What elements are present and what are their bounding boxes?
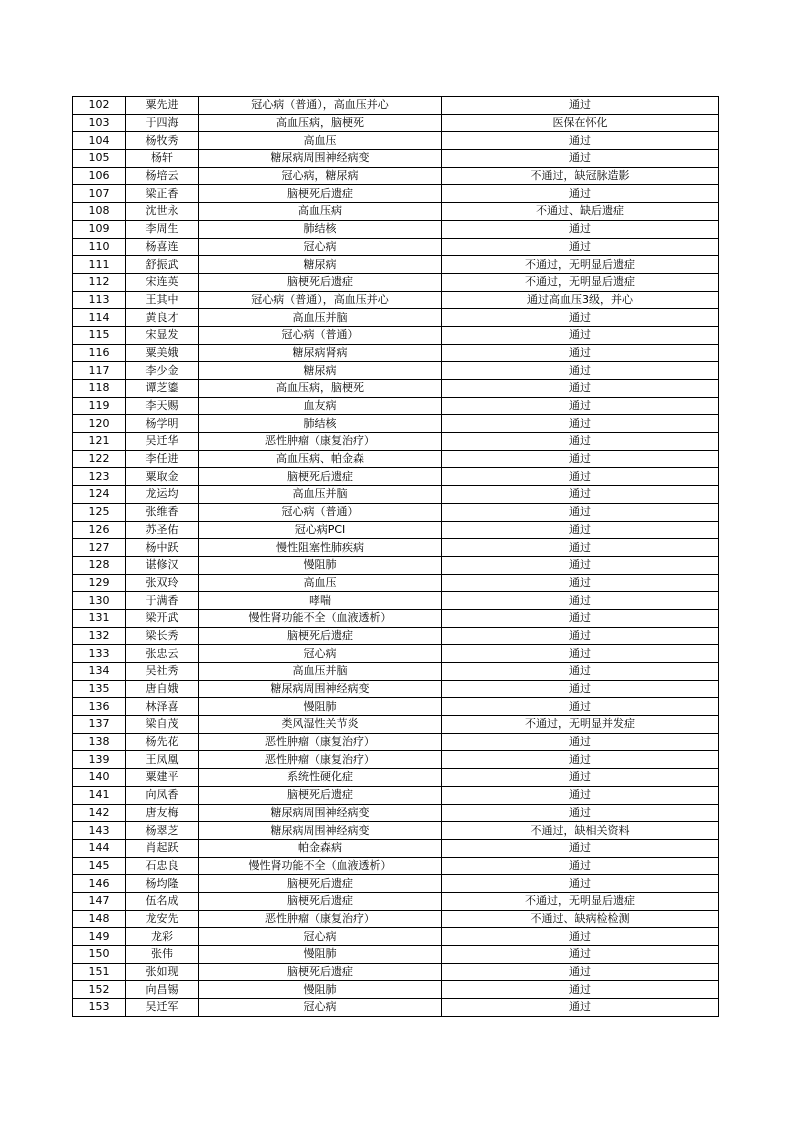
result-cell: 通过: [442, 609, 719, 627]
name-cell: 杨喜连: [126, 238, 199, 256]
table-row: [73, 273, 719, 291]
name-cell: 张伟: [126, 946, 199, 964]
row-number-cell: 142: [73, 804, 126, 822]
disease-cell: 糖尿病肾病: [199, 344, 442, 362]
row-number-cell: 135: [73, 680, 126, 698]
row-number-cell: 126: [73, 521, 126, 539]
name-cell: 王其中: [126, 291, 199, 309]
result-cell: 通过: [442, 132, 719, 150]
disease-cell: 高血压: [199, 132, 442, 150]
result-cell: 不通过，无明显并发症: [442, 716, 719, 734]
name-cell: 于满香: [126, 592, 199, 610]
table-row: [73, 238, 719, 256]
row-number-cell: 118: [73, 380, 126, 398]
table-row: [73, 786, 719, 804]
disease-cell: 冠心病（普通），高血压并心: [199, 97, 442, 115]
row-number-cell: 143: [73, 822, 126, 840]
disease-cell: 慢性阻塞性肺疾病: [199, 539, 442, 557]
table-row: [73, 910, 719, 928]
disease-cell: 高血压并脑: [199, 309, 442, 327]
result-cell: 通过: [442, 238, 719, 256]
table-row: [73, 503, 719, 521]
result-cell: 通过: [442, 344, 719, 362]
row-number-cell: 149: [73, 928, 126, 946]
table-row: [73, 344, 719, 362]
result-cell: 医保在怀化: [442, 114, 719, 132]
row-number-cell: 117: [73, 362, 126, 380]
row-number-cell: 115: [73, 326, 126, 344]
disease-cell: 脑梗死后遗症: [199, 963, 442, 981]
disease-cell: 冠心病（普通）: [199, 326, 442, 344]
disease-cell: 冠心病: [199, 238, 442, 256]
table-row: [73, 132, 719, 150]
result-cell: 通过: [442, 309, 719, 327]
row-number-cell: 139: [73, 751, 126, 769]
result-cell: 通过: [442, 97, 719, 115]
table-row: [73, 309, 719, 327]
disease-cell: 血友病: [199, 397, 442, 415]
approval-table: [72, 96, 719, 1017]
row-number-cell: 144: [73, 839, 126, 857]
table-row: [73, 380, 719, 398]
name-cell: 石忠良: [126, 857, 199, 875]
disease-cell: 恶性肿瘤（康复治疗）: [199, 733, 442, 751]
table-row: [73, 857, 719, 875]
table-row: [73, 468, 719, 486]
table-row: [73, 114, 719, 132]
disease-cell: 冠心病（普通）: [199, 503, 442, 521]
name-cell: 梁长秀: [126, 627, 199, 645]
result-cell: 通过: [442, 963, 719, 981]
name-cell: 肖起跃: [126, 839, 199, 857]
table-row: [73, 185, 719, 203]
disease-cell: 高血压病，脑梗死: [199, 114, 442, 132]
result-cell: 不通过，无明显后遗症: [442, 273, 719, 291]
result-cell: 通过: [442, 680, 719, 698]
disease-cell: 冠心病PCI: [199, 521, 442, 539]
row-number-cell: 111: [73, 256, 126, 274]
name-cell: 林泽喜: [126, 698, 199, 716]
result-cell: 通过: [442, 804, 719, 822]
name-cell: 张忠云: [126, 645, 199, 663]
disease-cell: 脑梗死后遗症: [199, 786, 442, 804]
result-cell: 通过: [442, 786, 719, 804]
row-number-cell: 148: [73, 910, 126, 928]
result-cell: 通过: [442, 751, 719, 769]
name-cell: 于四海: [126, 114, 199, 132]
disease-cell: 类风湿性关节炎: [199, 716, 442, 734]
row-number-cell: 153: [73, 999, 126, 1017]
result-cell: 不通过、缺后遗症: [442, 203, 719, 221]
result-cell: 通过: [442, 220, 719, 238]
disease-cell: 脑梗死后遗症: [199, 627, 442, 645]
table-row: [73, 839, 719, 857]
row-number-cell: 120: [73, 415, 126, 433]
result-cell: 通过: [442, 326, 719, 344]
disease-cell: 系统性硬化症: [199, 769, 442, 787]
result-cell: 通过: [442, 733, 719, 751]
name-cell: 黄良才: [126, 309, 199, 327]
row-number-cell: 147: [73, 892, 126, 910]
name-cell: 吴迁华: [126, 433, 199, 451]
row-number-cell: 145: [73, 857, 126, 875]
row-number-cell: 125: [73, 503, 126, 521]
disease-cell: 冠心病: [199, 645, 442, 663]
row-number-cell: 131: [73, 609, 126, 627]
name-cell: 李少金: [126, 362, 199, 380]
row-number-cell: 122: [73, 450, 126, 468]
name-cell: 宋显发: [126, 326, 199, 344]
row-number-cell: 134: [73, 663, 126, 681]
name-cell: 杨牧秀: [126, 132, 199, 150]
name-cell: 粟先进: [126, 97, 199, 115]
row-number-cell: 113: [73, 291, 126, 309]
disease-cell: 脑梗死后遗症: [199, 468, 442, 486]
row-number-cell: 119: [73, 397, 126, 415]
name-cell: 杨学明: [126, 415, 199, 433]
name-cell: 杨均隆: [126, 875, 199, 893]
result-cell: 通过高血压3级，并心: [442, 291, 719, 309]
table-row: [73, 592, 719, 610]
name-cell: 谌修汉: [126, 556, 199, 574]
result-cell: 通过: [442, 503, 719, 521]
table-row: [73, 97, 719, 115]
disease-cell: 肺结核: [199, 415, 442, 433]
disease-cell: 高血压: [199, 574, 442, 592]
name-cell: 李任进: [126, 450, 199, 468]
row-number-cell: 128: [73, 556, 126, 574]
result-cell: 通过: [442, 592, 719, 610]
table-row: [73, 804, 719, 822]
name-cell: 唐友梅: [126, 804, 199, 822]
row-number-cell: 110: [73, 238, 126, 256]
table-row: [73, 397, 719, 415]
name-cell: 杨翠芝: [126, 822, 199, 840]
result-cell: 通过: [442, 698, 719, 716]
row-number-cell: 150: [73, 946, 126, 964]
table-row: [73, 256, 719, 274]
name-cell: 吴迁军: [126, 999, 199, 1017]
row-number-cell: 130: [73, 592, 126, 610]
result-cell: 通过: [442, 857, 719, 875]
disease-cell: 高血压并脑: [199, 663, 442, 681]
disease-cell: 冠心病，糖尿病: [199, 167, 442, 185]
table-row: [73, 326, 719, 344]
table-row: [73, 539, 719, 557]
table-row: [73, 574, 719, 592]
name-cell: 粟建平: [126, 769, 199, 787]
row-number-cell: 105: [73, 150, 126, 168]
row-number-cell: 114: [73, 309, 126, 327]
result-cell: 通过: [442, 875, 719, 893]
name-cell: 谭芝鎏: [126, 380, 199, 398]
disease-cell: 恶性肿瘤（康复治疗）: [199, 910, 442, 928]
result-cell: 通过: [442, 397, 719, 415]
disease-cell: 慢性肾功能不全（血液透析）: [199, 609, 442, 627]
result-cell: 通过: [442, 574, 719, 592]
result-cell: 通过: [442, 663, 719, 681]
disease-cell: 脑梗死后遗症: [199, 875, 442, 893]
table-row: [73, 698, 719, 716]
row-number-cell: 116: [73, 344, 126, 362]
disease-cell: 冠心病（普通），高血压并心: [199, 291, 442, 309]
result-cell: 通过: [442, 433, 719, 451]
row-number-cell: 137: [73, 716, 126, 734]
disease-cell: 高血压并脑: [199, 486, 442, 504]
table-row: [73, 415, 719, 433]
result-cell: 不通过，无明显后遗症: [442, 256, 719, 274]
row-number-cell: 132: [73, 627, 126, 645]
row-number-cell: 121: [73, 433, 126, 451]
disease-cell: 慢阻肺: [199, 981, 442, 999]
table-row: [73, 663, 719, 681]
result-cell: 通过: [442, 839, 719, 857]
table-row: [73, 291, 719, 309]
table-row: [73, 203, 719, 221]
table-row: [73, 680, 719, 698]
name-cell: 张维香: [126, 503, 199, 521]
row-number-cell: 106: [73, 167, 126, 185]
name-cell: 唐自娥: [126, 680, 199, 698]
disease-cell: 哮喘: [199, 592, 442, 610]
row-number-cell: 140: [73, 769, 126, 787]
table-row: [73, 220, 719, 238]
row-number-cell: 151: [73, 963, 126, 981]
table-row: [73, 999, 719, 1017]
result-cell: 通过: [442, 645, 719, 663]
disease-cell: 糖尿病周围神经病变: [199, 680, 442, 698]
name-cell: 粟美娥: [126, 344, 199, 362]
row-number-cell: 104: [73, 132, 126, 150]
row-number-cell: 141: [73, 786, 126, 804]
name-cell: 李天赐: [126, 397, 199, 415]
table-row: [73, 769, 719, 787]
result-cell: 通过: [442, 999, 719, 1017]
result-cell: 通过: [442, 486, 719, 504]
table-row: [73, 892, 719, 910]
table-row: [73, 486, 719, 504]
result-cell: 不通过，缺相关资料: [442, 822, 719, 840]
name-cell: 吴社秀: [126, 663, 199, 681]
result-cell: 不通过、缺病检检测: [442, 910, 719, 928]
row-number-cell: 136: [73, 698, 126, 716]
result-cell: 通过: [442, 946, 719, 964]
name-cell: 伍名成: [126, 892, 199, 910]
disease-cell: 脑梗死后遗症: [199, 185, 442, 203]
table-row: [73, 521, 719, 539]
table-row: [73, 946, 719, 964]
name-cell: 梁自茂: [126, 716, 199, 734]
result-cell: 不通过，无明显后遗症: [442, 892, 719, 910]
table-row: [73, 733, 719, 751]
name-cell: 王凤凰: [126, 751, 199, 769]
disease-cell: 冠心病: [199, 999, 442, 1017]
disease-cell: 脑梗死后遗症: [199, 273, 442, 291]
name-cell: 苏圣佑: [126, 521, 199, 539]
disease-cell: 慢阻肺: [199, 698, 442, 716]
row-number-cell: 102: [73, 97, 126, 115]
name-cell: 李周生: [126, 220, 199, 238]
disease-cell: 慢性肾功能不全（血液透析）: [199, 857, 442, 875]
disease-cell: 糖尿病周围神经病变: [199, 150, 442, 168]
name-cell: 龙安先: [126, 910, 199, 928]
row-number-cell: 109: [73, 220, 126, 238]
name-cell: 杨培云: [126, 167, 199, 185]
disease-cell: 肺结核: [199, 220, 442, 238]
disease-cell: 糖尿病周围神经病变: [199, 804, 442, 822]
row-number-cell: 152: [73, 981, 126, 999]
name-cell: 向昌锡: [126, 981, 199, 999]
table-row: [73, 556, 719, 574]
table-row: [73, 150, 719, 168]
name-cell: 梁开武: [126, 609, 199, 627]
result-cell: 通过: [442, 150, 719, 168]
table-row: [73, 362, 719, 380]
table-row: [73, 167, 719, 185]
table-row: [73, 822, 719, 840]
result-cell: 不通过，缺冠脉造影: [442, 167, 719, 185]
table-row: [73, 716, 719, 734]
result-cell: 通过: [442, 521, 719, 539]
disease-cell: 高血压病: [199, 203, 442, 221]
row-number-cell: 123: [73, 468, 126, 486]
disease-cell: 恶性肿瘤（康复治疗）: [199, 433, 442, 451]
disease-cell: 帕金森病: [199, 839, 442, 857]
result-cell: 通过: [442, 556, 719, 574]
name-cell: 梁正香: [126, 185, 199, 203]
row-number-cell: 138: [73, 733, 126, 751]
name-cell: 龙彩: [126, 928, 199, 946]
row-number-cell: 129: [73, 574, 126, 592]
result-cell: 通过: [442, 362, 719, 380]
disease-cell: 脑梗死后遗症: [199, 892, 442, 910]
disease-cell: 恶性肿瘤（康复治疗）: [199, 751, 442, 769]
table-row: [73, 433, 719, 451]
name-cell: 粟取金: [126, 468, 199, 486]
result-cell: 通过: [442, 981, 719, 999]
table-row: [73, 928, 719, 946]
name-cell: 张双玲: [126, 574, 199, 592]
table-row: [73, 627, 719, 645]
result-cell: 通过: [442, 928, 719, 946]
disease-cell: 糖尿病周围神经病变: [199, 822, 442, 840]
row-number-cell: 108: [73, 203, 126, 221]
table-row: [73, 981, 719, 999]
row-number-cell: 124: [73, 486, 126, 504]
name-cell: 杨轩: [126, 150, 199, 168]
row-number-cell: 112: [73, 273, 126, 291]
row-number-cell: 146: [73, 875, 126, 893]
result-cell: 通过: [442, 769, 719, 787]
table-row: [73, 609, 719, 627]
disease-cell: 冠心病: [199, 928, 442, 946]
table-row: [73, 875, 719, 893]
row-number-cell: 103: [73, 114, 126, 132]
result-cell: 通过: [442, 450, 719, 468]
name-cell: 张如现: [126, 963, 199, 981]
disease-cell: 糖尿病: [199, 256, 442, 274]
disease-cell: 高血压病，脑梗死: [199, 380, 442, 398]
result-cell: 通过: [442, 627, 719, 645]
row-number-cell: 133: [73, 645, 126, 663]
table-body: [73, 97, 719, 1017]
table-row: [73, 751, 719, 769]
disease-cell: 高血压病、帕金森: [199, 450, 442, 468]
name-cell: 向凤香: [126, 786, 199, 804]
name-cell: 宋连英: [126, 273, 199, 291]
name-cell: 舒振武: [126, 256, 199, 274]
result-cell: 通过: [442, 415, 719, 433]
row-number-cell: 107: [73, 185, 126, 203]
table-row: [73, 963, 719, 981]
row-number-cell: 127: [73, 539, 126, 557]
table-row: [73, 645, 719, 663]
result-cell: 通过: [442, 380, 719, 398]
result-cell: 通过: [442, 539, 719, 557]
name-cell: 杨中跃: [126, 539, 199, 557]
name-cell: 杨先花: [126, 733, 199, 751]
disease-cell: 慢阻肺: [199, 946, 442, 964]
name-cell: 龙运均: [126, 486, 199, 504]
result-cell: 通过: [442, 185, 719, 203]
name-cell: 沈世永: [126, 203, 199, 221]
disease-cell: 糖尿病: [199, 362, 442, 380]
disease-cell: 慢阻肺: [199, 556, 442, 574]
result-cell: 通过: [442, 468, 719, 486]
table-row: [73, 450, 719, 468]
